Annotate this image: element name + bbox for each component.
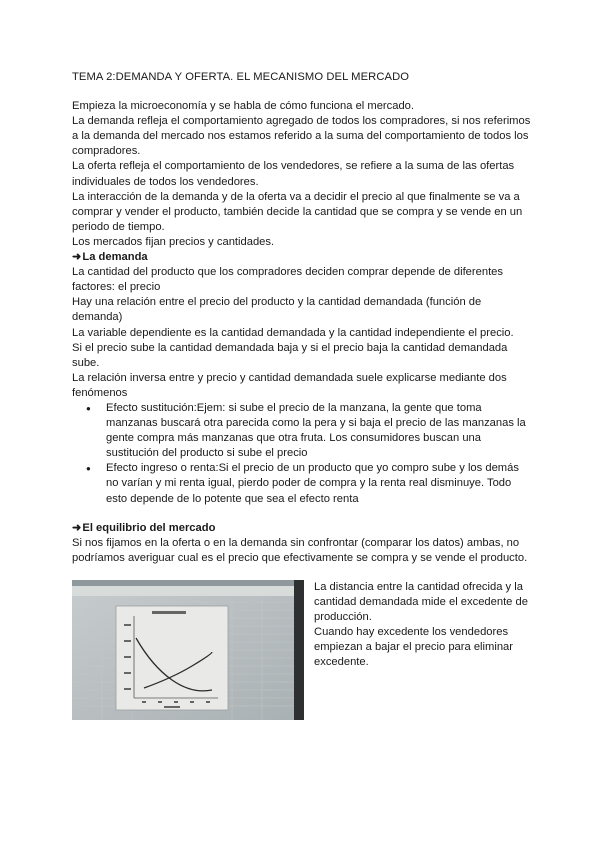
demanda-paragraph: La variable dependiente es la cantidad demandada y la cantidad independiente el precio.: [72, 326, 514, 339]
bullet-item: ● Efecto ingreso o renta:Si el precio de un producto que yo compro sube y los demás no varían y mi renta igual, pierdo poder de compra y la renta real disminuye. Todo esto depende de lo potente que sea el efecto renta: [98, 461, 532, 506]
intro-block: [72, 99, 532, 250]
section-heading-demanda: [72, 250, 532, 265]
arrow-icon: ➜: [72, 521, 82, 534]
section-heading-equilibrio: [72, 521, 532, 536]
demanda-paragraph: Si el precio sube la cantidad demandada baja y si el precio baja la cantidad demandada sube.: [72, 341, 508, 369]
demanda-paragraph: La relación inversa entre y precio y cantidad demandada suele explicarse mediante dos fenómenos: [72, 371, 507, 399]
spacer: [72, 507, 532, 521]
chart-photo-icon: [72, 580, 304, 720]
side-paragraph: Cuando hay excedente los vendedores empiezan a bajar el precio para eliminar excedente.: [314, 626, 513, 669]
arrow-icon: ➜: [72, 251, 82, 264]
intro-paragraph: La demanda refleja el comportamiento agregado de todos los compradores, si nos referimos a la demanda del mercado nos estamos referido a la suma del comportamiento de todos los compradores.: [72, 115, 531, 158]
side-text: [314, 580, 534, 671]
demanda-paragraph: Hay una relación entre el precio del producto y la cantidad demandada (función de demanda): [72, 296, 482, 324]
intro-paragraph: La interacción de la demanda y de la oferta va a decidir el precio al que finalmente se va a comprar y vender el producto, también decide la cantidad que se compra y se vende en un periodo de tiempo.: [72, 190, 523, 233]
bullet-list: [72, 401, 532, 507]
section-heading-text: El equilibrio del mercado: [82, 521, 216, 534]
intro-paragraph: Los mercados fijan precios y cantidades.: [72, 235, 275, 248]
demanda-paragraph: La cantidad del producto que los compradores deciden comprar depende de diferentes factores: el precio: [72, 266, 504, 294]
equilibrio-paragraph: Si nos fijamos en la oferta o en la demanda sin confrontar (comparar los datos) ambas, no podríamos averiguar cual es el precio que efectivamente se compra y se vende el producto.: [72, 536, 528, 564]
bullet-item: ● Efecto sustitución:Ejem: si sube el precio de la manzana, la gente que toma manzanas buscará otra parecida como la pera y si baja el precio de las manzanas la gente compra más manzanas que otra fruta. Los consumidores buscan una sustitución del producto si sube el precio: [98, 401, 532, 461]
section-heading-text: La demanda: [82, 251, 148, 264]
figure-row: [72, 580, 532, 725]
page-title: TEMA 2:DEMANDA Y OFERTA. EL MECANISMO DEL MERCADO: [72, 71, 410, 83]
document-page: [72, 70, 532, 725]
intro-paragraph: Empieza la microeconomía y se habla de cómo funciona el mercado.: [72, 100, 415, 113]
side-paragraph: La distancia entre la cantidad ofrecida y la cantidad demandada mide el excedente de producción.: [314, 580, 528, 624]
intro-paragraph: La oferta refleja el comportamiento de los vendedores, se refiere a la suma de las ofertas individuales de todos los vendedores.: [72, 160, 515, 188]
